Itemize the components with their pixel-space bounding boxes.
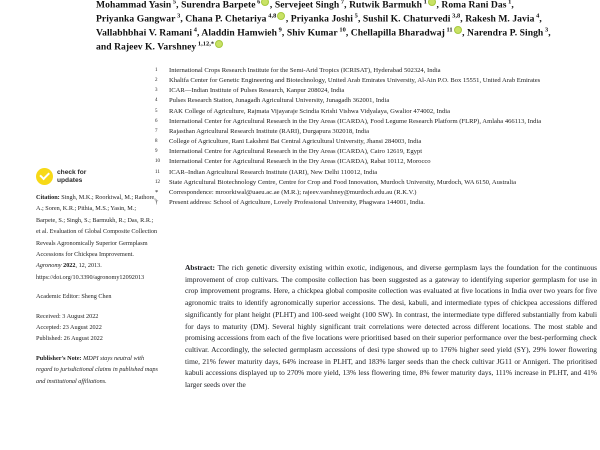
affiliation-text: International Center for Agricultural Research in the Dry Areas (ICARDA), Rabat 10112, Morocco <box>169 158 431 166</box>
affiliation-item <box>155 178 597 188</box>
author-separator: , <box>180 13 186 25</box>
affiliation-number: 12 <box>155 179 160 185</box>
affiliation-item <box>155 188 597 198</box>
citation-rest[interactable]: , 12, 2013. https://doi.org/10.3390/agronomy12092013 <box>36 262 145 281</box>
publishers-note <box>36 353 158 387</box>
orcid-icon[interactable] <box>454 26 462 34</box>
affiliation-text: College of Agriculture, Rani Lakshmi Bai Central Agricultural University, Jhansi 284003, India <box>169 138 422 146</box>
author-name: Chana P. Chetariya <box>185 13 267 25</box>
author-affiliation-marker: 1,12,* <box>196 40 215 48</box>
check-for-updates-line2: updates <box>57 176 83 184</box>
author-separator: , <box>285 13 291 25</box>
author-name: Narendra P. Singh <box>467 27 544 39</box>
affiliation-text: Present address: School of Agriculture, Lovely Professional University, Phagwara 144001, India. <box>169 199 425 207</box>
check-for-updates-label <box>57 169 86 183</box>
author-line <box>96 0 596 12</box>
author-separator: , <box>462 27 468 39</box>
affiliation-text: Khalifa Center for Genetic Engineering and Biotechnology, United Arab Emirates University, Al-Ain P.O. Box 15551, United Arab Emirates <box>169 77 541 85</box>
author-affiliation-marker: 5 <box>171 0 177 6</box>
abstract-label: Abstract: <box>185 263 215 272</box>
author-separator: , <box>460 13 466 25</box>
author-name: Priyanka Joshi <box>290 13 354 25</box>
citation-authors: Singh, M.K.; Roorkiwal, M.; Rathore, A.; Soren, K.R.; Pithia, M.S.; Yasin, M.; Barpete, S.; Singh, S.; Barmukh, R.; Das, R.R.; et al. <box>36 194 156 236</box>
affiliation-number: 11 <box>155 169 160 175</box>
author-separator: , <box>176 0 182 11</box>
author-affiliation-marker: 9 <box>277 26 282 34</box>
author-affiliation-marker: 1 <box>506 0 512 6</box>
author-separator: , <box>281 27 287 39</box>
affiliation-number: 2 <box>155 78 158 84</box>
author-affiliation-marker: 4,8 <box>266 12 277 20</box>
affiliation-number: 8 <box>155 139 158 145</box>
author-name: Priyanka Gangwar <box>96 13 176 25</box>
author-name: Surendra Barpete <box>181 0 256 11</box>
author-separator: , <box>511 0 514 11</box>
affiliation-item <box>155 127 597 137</box>
author-affiliation-marker: 6 <box>255 0 261 6</box>
author-affiliation-marker: 3,8 <box>450 12 461 20</box>
affiliation-number: 4 <box>155 98 158 104</box>
citation-journal: Agronomy <box>36 262 62 270</box>
citation-volume: 2022 <box>61 262 76 270</box>
author-affiliation-marker: 1 <box>422 0 427 6</box>
affiliation-list <box>155 66 597 208</box>
author-name: Sushil K. Chaturvedi <box>362 13 451 25</box>
affiliation-number: 1 <box>155 68 158 73</box>
affiliation-text: Pulses Research Station, Junagadh Agricultural University, Junagadh 362001, India <box>169 97 390 105</box>
author-name: Rakesh M. Javia <box>465 13 535 25</box>
abstract-text: The rich genetic diversity existing within exotic, indigenous, and diverse germplasm lays the foundation for the continuous improvement of crop cultivars. The composite collection has been suggested as a gateway to identifying superior germplasm for use in crop improvement programs. Here, a chickpea global composite collection was evaluated at five locations in India over two years for five agronomic traits to identify agronomically superior accessions. The desi, kabuli, and intermediate types of chickpea accessions differed significantly for plant height (PLHT) and 100-seed weight (100 SW). In contrast, the intermediate type differed substantially from kabuli for days to maturity (DM). Several highly significant trait correlations were detected across different locations. The most stable and promising accessions from each of the five locations were prioritised based on their superior performance over the best-performing check cultivar. Accordingly, the selected germplasm accessions of desi type showed up to 176% higher seed yield (SY), 29% lower flowering time, 21% fewer maturity days, 64% increase in PLHT, and 183% larger seeds than the check cultivar JG11 or Annigeri. The prioritised kabuli accessions displayed up to 270% more yield, 13% less flowering time, 8% fewer maturity days, 111% increase in PLHT, and 41% larger seeds over the <box>185 263 597 390</box>
author-name: Mohammad Yasin <box>96 0 172 11</box>
affiliation-number: 10 <box>155 159 160 165</box>
orcid-icon[interactable] <box>277 12 285 20</box>
affiliation-item <box>155 147 597 157</box>
author-separator: , <box>196 27 202 39</box>
orcid-icon[interactable] <box>261 0 269 6</box>
author-line <box>96 26 596 40</box>
author-affiliation-marker: 7 <box>339 0 345 6</box>
author-separator: , <box>344 0 350 11</box>
affiliation-number: 5 <box>155 108 158 114</box>
orcid-icon[interactable] <box>428 0 436 6</box>
author-affiliation-marker: 11 <box>444 26 453 34</box>
author-name: Rutwik Barmukh <box>349 0 423 11</box>
article-dates <box>36 311 158 345</box>
published-date: Published: 26 August 2022 <box>36 335 103 343</box>
author-affiliation-marker: 3 <box>543 26 549 34</box>
affiliation-text: State Agricultural Biotechnology Centre, Centre for Crop and Food Innovation, Murdoch University, Murdoch, WA 6150, Australia <box>169 178 517 186</box>
received-date: Received: 3 August 2022 <box>36 312 99 320</box>
author-line <box>96 12 596 26</box>
author-affiliation-marker: 4 <box>534 12 540 20</box>
author-name: and Rajeev K. Varshney <box>96 41 197 53</box>
author-line <box>96 40 596 54</box>
affiliation-item <box>155 198 597 208</box>
author-affiliation-marker: 10 <box>337 26 346 34</box>
academic-editor: Academic Editor: Sheng Chen <box>36 293 112 301</box>
affiliation-item <box>155 168 597 178</box>
publishers-note-text: MDPI stays neutral with regard to jurisdictional claims in published maps and institutional affiliations. <box>36 354 158 385</box>
author-name: Vallabhbhai V. Ramani <box>96 27 193 39</box>
check-for-updates-badge[interactable] <box>36 168 158 185</box>
affiliation-item <box>155 66 597 76</box>
affiliation-number: 6 <box>155 118 158 124</box>
affiliation-item <box>155 157 597 167</box>
affiliation-text: ICAR—Indian Institute of Pulses Research, Kanpur 208024, India <box>169 87 345 95</box>
affiliation-item <box>155 86 597 96</box>
affiliation-text: International Centre for Agricultural Research in the Dry Areas (ICARDA), Cairo 12619, Egypt <box>169 148 423 156</box>
affiliation-text: ICAR–Indian Agricultural Research Institute (IARI), New Delhi 110012, India <box>169 168 378 176</box>
accepted-date: Accepted: 23 August 2022 <box>36 324 102 332</box>
author-separator: , <box>345 27 351 39</box>
author-affiliation-marker: 3 <box>175 12 181 20</box>
abstract-section <box>185 262 597 391</box>
author-name: Shiv Kumar <box>286 27 338 39</box>
author-name: Chellapilla Bharadwaj <box>350 27 445 39</box>
author-separator: , <box>436 0 442 11</box>
checkmark-icon <box>36 168 53 185</box>
check-for-updates-line1: check for <box>57 169 87 177</box>
publishers-note-label: Publisher's Note: <box>36 354 82 362</box>
affiliation-item <box>155 107 597 117</box>
affiliation-text: International Crops Research Institute for the Semi-Arid Tropics (ICRISAT), Hyderabad 502324, India <box>169 67 441 74</box>
affiliation-item <box>155 76 597 86</box>
article-metadata-sidebar <box>36 168 158 393</box>
author-affiliation-marker: 5 <box>353 12 358 20</box>
affiliation-number: 9 <box>155 149 158 155</box>
citation-title: Evaluation of Global Composite Collection Reveals Agronomically Superior Germplasm Accessions for Chickpea Improvement. <box>36 228 158 259</box>
affiliation-item <box>155 137 597 147</box>
orcid-icon[interactable] <box>215 40 223 48</box>
author-separator: , <box>269 0 275 11</box>
affiliation-number: * <box>155 188 159 196</box>
author-separator: , <box>548 27 551 39</box>
author-name: Aladdin Hamwieh <box>201 27 277 39</box>
affiliation-text: International Center for Agricultural Research in the Dry Areas (ICARDA), Food Legume Research Platform (FLRP), Amlaha 466113, India <box>169 117 542 125</box>
citation-label: Citation: <box>36 194 60 201</box>
affiliation-number: 3 <box>155 88 158 94</box>
affiliation-item <box>155 117 597 127</box>
author-name: Roma Rani Das <box>441 0 507 11</box>
affiliation-number: 7 <box>155 128 158 134</box>
author-separator: , <box>539 13 542 25</box>
affiliation-text: RAK College of Agriculture, Rajmata Vijayaraje Scindia Krishi Vishwa Vidyalaya, Gwalior 474002, India <box>169 107 450 115</box>
author-list <box>96 0 596 54</box>
affiliation-item <box>155 96 597 106</box>
author-affiliation-marker: 4 <box>192 26 197 34</box>
citation-block <box>36 192 158 283</box>
affiliation-number: † <box>155 199 159 207</box>
affiliation-text: Rajasthan Agricultural Research Institute (RARI), Durgapura 302018, India <box>169 127 370 135</box>
author-name: Servejeet Singh <box>274 0 340 11</box>
author-separator: , <box>357 13 363 25</box>
affiliation-text[interactable]: Correspondence: mroorkiwal@uaeu.ac.ae (M.R.); rajeev.varshney@murdoch.edu.au (R.K.V.) <box>169 188 417 196</box>
